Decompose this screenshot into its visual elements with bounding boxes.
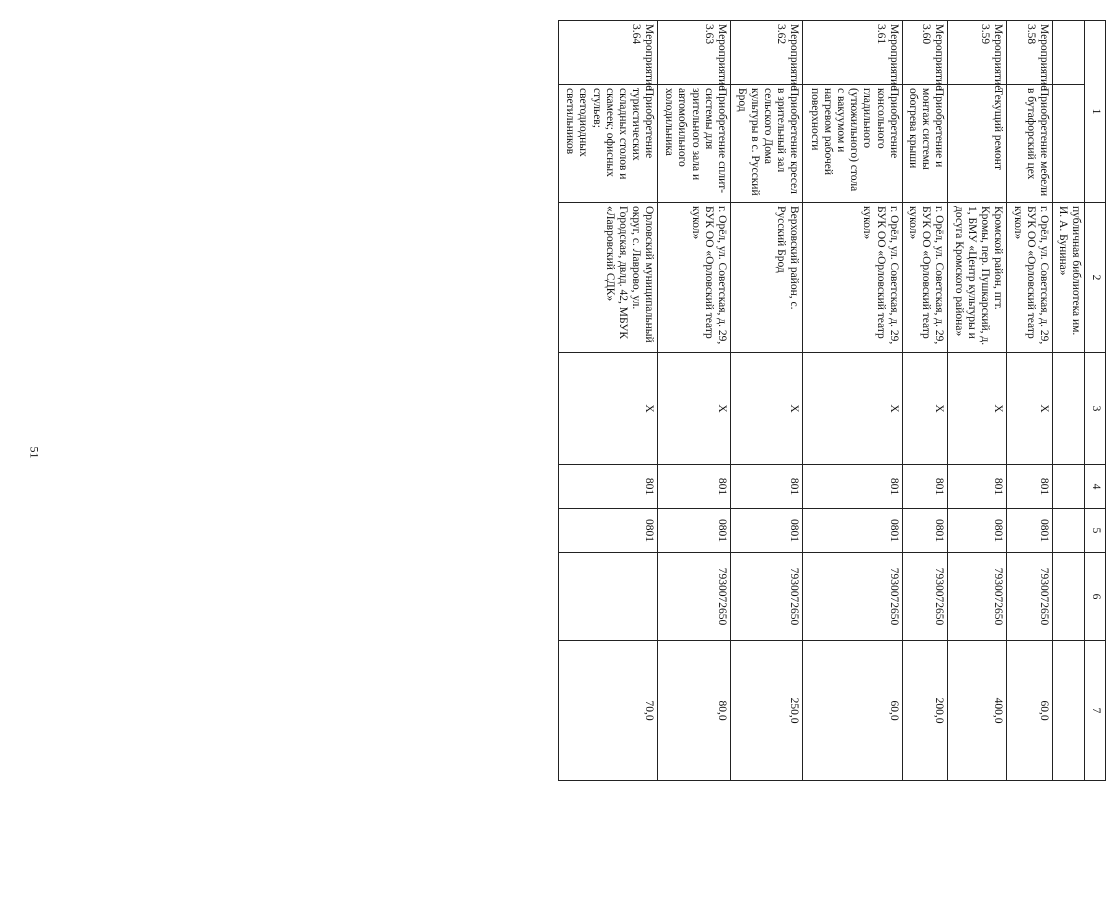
- col-header-2: 2: [1085, 203, 1106, 353]
- table-cell-c3: [1052, 353, 1084, 465]
- table-cell-c3: X: [658, 353, 730, 465]
- table-cell-c2: Верховский район, с. Русский Брод: [730, 203, 802, 353]
- table-row: [902, 21, 948, 781]
- table-cell-c7: [1052, 641, 1084, 781]
- table-row: [559, 21, 658, 781]
- table-cell-c1b: Приобретение и монтаж системы обогрева крыши: [902, 85, 948, 203]
- table-cell-c2: г. Орёл, ул. Советская, д. 29, БУК ОО «Орловский театр кукол»: [1007, 203, 1053, 353]
- table-cell-c3: X: [902, 353, 948, 465]
- header-row: [1085, 21, 1106, 781]
- budget-table: [558, 20, 1106, 781]
- table-row: [803, 21, 902, 781]
- table-cell-c3: X: [803, 353, 902, 465]
- col-header-5: 5: [1085, 509, 1106, 553]
- table-cell-c1: Мероприятие 3.59: [948, 21, 1007, 85]
- table-cell-c5: 0801: [803, 509, 902, 553]
- table-cell-c4: 801: [948, 465, 1007, 509]
- table-cell-c4: [1052, 465, 1084, 509]
- table-cell-c3: X: [1007, 353, 1053, 465]
- table-row: [1007, 21, 1053, 781]
- table-cell-c4: 801: [658, 465, 730, 509]
- table-cell-c1: Мероприятие 3.63: [658, 21, 730, 85]
- page-number: 51: [27, 446, 42, 459]
- table-row: [948, 21, 1007, 781]
- table-cell-c1b: [1052, 85, 1084, 203]
- table-cell-c3: X: [948, 353, 1007, 465]
- table-cell-c7: 60,0: [1007, 641, 1053, 781]
- table-cell-c4: 801: [730, 465, 802, 509]
- col-header-1: 1: [1085, 21, 1106, 203]
- table-row: [658, 21, 730, 781]
- table-cell-c1b: Приобретение мебели в бутафорский цех: [1007, 85, 1053, 203]
- table-cell-c6: 7930072650: [902, 553, 948, 641]
- table-row: [730, 21, 802, 781]
- table-cell-c5: 0801: [559, 509, 658, 553]
- table-cell-c2: г. Орёл, ул. Советская, д. 29, БУК ОО «Орловский театр кукол»: [803, 203, 902, 353]
- table-cell-c3: X: [730, 353, 802, 465]
- table-cell-c6: 7930072650: [730, 553, 802, 641]
- table-cell-c2: Кромской район, пгт. Кромы, пер. Пушкарский, д. 1, БМУ «Центр культуры и досуга Кромского района»: [948, 203, 1007, 353]
- table-cell-c7: 200,0: [902, 641, 948, 781]
- table-cell-c1: Мероприятие 3.60: [902, 21, 948, 85]
- table-cell-c1: Мероприятие 3.61: [803, 21, 902, 85]
- table-cell-c6: 7930072650: [1007, 553, 1053, 641]
- table-cell-c2: г. Орёл, ул. Советская, д. 29, БУК ОО «Орловский театр кукол»: [658, 203, 730, 353]
- table-cell-c1b: Приобретение туристических складных столов и скамеек; офисных стульев; светодиодных светильников: [559, 85, 658, 203]
- table-cell-c2: публичная библиотека им. И. А. Бунина»: [1052, 203, 1084, 353]
- table-cell-c4: 801: [1007, 465, 1053, 509]
- table-cell-c6: 7930072650: [948, 553, 1007, 641]
- table-cell-c7: 60,0: [803, 641, 902, 781]
- table-cell-c1b: Текущий ремонт: [948, 85, 1007, 203]
- budget-table-container: [558, 20, 1106, 780]
- table-cell-c7: 400,0: [948, 641, 1007, 781]
- table-cell-c5: 0801: [1007, 509, 1053, 553]
- col-header-3: 3: [1085, 353, 1106, 465]
- table-cell-c5: 0801: [658, 509, 730, 553]
- col-header-4: 4: [1085, 465, 1106, 509]
- table-cell-c3: X: [559, 353, 658, 465]
- table-cell-c1b: Приобретение сплит-системы для зрительного зала и автомобильного холодильника: [658, 85, 730, 203]
- table-cell-c1: Мероприятие 3.64: [559, 21, 658, 85]
- table-cell-c1: Мероприятие 3.58: [1007, 21, 1053, 85]
- table-cell-c5: [1052, 509, 1084, 553]
- table-cell-c5: 0801: [948, 509, 1007, 553]
- table-cell-c7: 70,0: [559, 641, 658, 781]
- table-cell-c1b: Приобретение кресел в зрительный зал сельского Дома культуры в с. Русский Брод: [730, 85, 802, 203]
- table-cell-c5: 0801: [730, 509, 802, 553]
- table-cell-c5: 0801: [902, 509, 948, 553]
- table-cell-c4: 801: [559, 465, 658, 509]
- col-header-6: 6: [1085, 553, 1106, 641]
- table-cell-c2: г. Орёл, ул. Советская, д. 29, БУК ОО «Орловский театр кукол»: [902, 203, 948, 353]
- table-cell-c7: 250,0: [730, 641, 802, 781]
- table-cell-c1: [1052, 21, 1084, 85]
- table-cell-c1b: Приобретение консольного гладильного (утюжильного) стола с вакуумом и нагревом рабочей поверхности: [803, 85, 902, 203]
- col-header-7: 7: [1085, 641, 1106, 781]
- table-cell-c4: 801: [803, 465, 902, 509]
- table-cell-c4: 801: [902, 465, 948, 509]
- table-cell-c1: Мероприятие 3.62: [730, 21, 802, 85]
- table-row: [1052, 21, 1084, 781]
- table-cell-c6: [1052, 553, 1084, 641]
- table-cell-c7: 80,0: [658, 641, 730, 781]
- table-cell-c2: Орловский муниципальный округ, с. Лаврово, ул. Городская, двлд. 42, МБУК «Лавровский СДК»: [559, 203, 658, 353]
- table-cell-c6: [559, 553, 658, 641]
- table-cell-c6: 7930072650: [658, 553, 730, 641]
- table-cell-c6: 7930072650: [803, 553, 902, 641]
